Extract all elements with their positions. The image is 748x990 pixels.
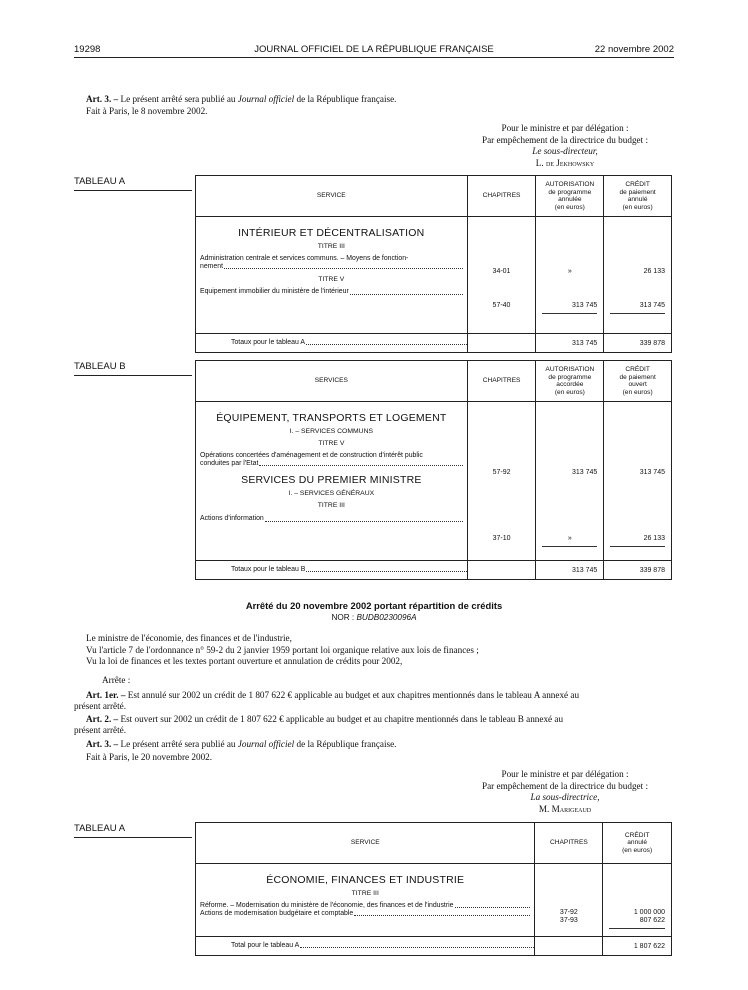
table-a2-label: TABLEAU A xyxy=(74,823,126,834)
total-row: Totaux pour le tableau A xyxy=(196,334,468,353)
titre-heading: TITRE V xyxy=(318,276,345,284)
table-row: Réforme. – Modernisation du ministère de l'économie, des finances et de l'industrie xyxy=(196,902,534,910)
table-row: Actions de modernisation budgétaire et comptable xyxy=(196,910,534,918)
auth-cell: 313 745 xyxy=(571,302,598,309)
signature-block: Pour le ministre et par délégation : Par empêchement de la directrice du budget : Le sous-directeur, L. de Jekhowsky xyxy=(455,123,675,169)
col-autorisation: AUTORISATION de programme accordée (en euros) xyxy=(536,361,604,402)
chapter-cell: 57-92 xyxy=(492,469,511,476)
art3-paragraph: Art. 3. – Le présent arrêté sera publié au Journal officiel de la République française. xyxy=(86,94,397,104)
art2-label: Art. 2. – xyxy=(86,714,119,724)
col-credit: CRÉDIT de paiement annulé (en euros) xyxy=(604,176,672,217)
credit-cell: 26 133 xyxy=(643,268,665,275)
issue-date: 22 novembre 2002 xyxy=(594,44,674,55)
credit-cell: 1 000 000 xyxy=(633,909,665,916)
credit-cell: 26 133 xyxy=(643,535,665,542)
art1-label: Art. 1er. – xyxy=(86,690,126,700)
decree-intro: Le ministre de l'économie, des finances et de l'industrie, Vu l'article 7 de l'ordonnance n° 59-2 du 2 janvier 1959 portant loi organique relative aux lois de finances ; Vu la loi de finances et les textes portant ouverture et annulation de crédits pour 2002, xyxy=(86,633,479,666)
table-a1-label: TABLEAU A xyxy=(74,176,126,187)
col-autorisation: AUTORISATION de programme annulée (en euros) xyxy=(536,176,604,217)
art3-label: Art. 3. – xyxy=(86,94,119,104)
journal-officiel-title: Journal officiel xyxy=(237,94,295,104)
ministry-heading: ÉCONOMIE, FINANCES ET INDUSTRIE xyxy=(266,874,465,886)
chapter-cell: 37-92 xyxy=(559,909,578,916)
auth-cell: » xyxy=(567,535,572,542)
signature-block: Pour le ministre et par délégation : Par empêchement de la directrice du budget : La sous-directrice, M. Marigeaud xyxy=(455,769,675,815)
table-row: Opérations concertées d'aménagement et de construction d'intérêt public xyxy=(200,452,423,459)
nor-reference: NOR : BUDB0230096A xyxy=(331,613,417,622)
auth-cell: 313 745 xyxy=(571,469,598,476)
col-chapitres: CHAPITRES xyxy=(467,361,536,402)
page-number: 19298 xyxy=(74,44,101,55)
titre-heading: TITRE III xyxy=(351,890,379,897)
done-at: Fait à Paris, le 8 novembre 2002. xyxy=(86,106,208,116)
art3-label: Art. 3. – xyxy=(86,739,119,749)
journal-title: JOURNAL OFFICIEL DE LA RÉPUBLIQUE FRANÇAISE xyxy=(254,44,494,55)
credit-cell: 313 745 xyxy=(639,469,665,476)
table-b: SERVICES CHAPITRES AUTORISATION de programme accordée (en euros) CRÉDIT de paiement ouvert (en euros) ÉQUIPEMENT, TRANSPORTS ET LOGEMENT I. – SERVICES COMMUNS TITRE V Opérations concertées d'aménagement et de construction d'intérêt public conduites par l'Etat SERVICES DU PREMIER MINISTRE I. – SERVICES GÉNÉRAUX TITRE III Actions d'information 57-92 37-10 313 745 » 313 745 26 133 Totaux pour le tableau B 313 745 339 878 xyxy=(195,360,672,580)
auth-cell: » xyxy=(567,268,572,275)
titre-heading: TITRE III xyxy=(317,243,345,250)
section-heading: I. – SERVICES COMMUNS xyxy=(289,428,374,435)
chapter-cell: 37-10 xyxy=(492,535,511,542)
credit-cell: 807 622 xyxy=(639,917,665,924)
col-credit: CRÉDIT de paiement ouvert (en euros) xyxy=(604,361,672,402)
table-a1: SERVICE CHAPITRES AUTORISATION de programme annulée (en euros) CRÉDIT de paiement annulé (en euros) INTÉRIEUR ET DÉCENTRALISATION TITRE III Administration centrale et services communs. – Moyens de fonction- nement TITRE V Equipement immobilier du ministère de l'intérieur 34-01 57-40 » 313 745 26 133 313 745 Totaux pour le tableau A 313 745 339 878 xyxy=(195,175,672,353)
col-chapitres: CHAPITRES xyxy=(535,823,603,864)
chapter-cell: 34-01 xyxy=(492,268,511,275)
col-service: SERVICE xyxy=(196,176,468,217)
col-credit: CRÉDIT annulé (en euros) xyxy=(603,823,672,864)
col-service: SERVICE xyxy=(196,823,535,864)
total-row: Total pour le tableau A xyxy=(196,937,535,956)
art1-paragraph: Art. 1er. – Est annulé sur 2002 un crédit de 1 807 622 € applicable au budget et aux chapitres mentionnés dans le tableau A annexé au xyxy=(86,690,580,700)
ministry-heading: ÉQUIPEMENT, TRANSPORTS ET LOGEMENT xyxy=(216,412,447,424)
arrete-label: Arrête : xyxy=(102,675,131,685)
signatory-name: L. de Jekhowsky xyxy=(535,157,595,168)
total-credit: 1 807 622 xyxy=(603,937,672,956)
done-at: Fait à Paris, le 20 novembre 2002. xyxy=(86,752,213,762)
total-auth: 313 745 xyxy=(536,334,604,353)
decree-title: Arrêté du 20 novembre 2002 portant répartition de crédits xyxy=(245,600,503,611)
table-row: Administration centrale et services communs. – Moyens de fonction- xyxy=(200,255,409,262)
ministry-heading: INTÉRIEUR ET DÉCENTRALISATION xyxy=(238,227,425,239)
table-a2 xyxy=(195,822,672,956)
col-chapitres: CHAPITRES xyxy=(467,176,536,217)
total-row: Totaux pour le tableau B xyxy=(196,561,468,580)
titre-heading: TITRE V xyxy=(318,440,345,447)
chapter-cell: 37-93 xyxy=(559,917,578,924)
chapter-cell: 57-40 xyxy=(492,302,511,309)
header-rule xyxy=(74,57,674,58)
journal-officiel-title: Journal officiel xyxy=(237,739,295,749)
art2-paragraph: Art. 2. – Est ouvert sur 2002 un crédit de 1 807 622 € applicable au budget et au chapitre mentionnés dans le tableau B annexé au xyxy=(86,714,564,724)
total-auth: 313 745 xyxy=(536,561,604,580)
col-services: SERVICES xyxy=(196,361,468,402)
credit-cell: 313 745 xyxy=(639,302,665,309)
titre-heading: TITRE III xyxy=(317,502,345,510)
section-heading: I. – SERVICES GÉNÉRAUX xyxy=(288,490,375,498)
total-credit: 339 878 xyxy=(604,334,672,353)
table-row: Actions d'information xyxy=(196,515,467,523)
ministry-heading: SERVICES DU PREMIER MINISTRE xyxy=(241,474,422,487)
signatory-name: M. Marigeaud xyxy=(538,803,592,814)
art3-paragraph: Art. 3. – Le présent arrêté sera publié au Journal officiel de la République française. xyxy=(86,739,397,749)
total-credit: 339 878 xyxy=(604,561,672,580)
table-b-label: TABLEAU B xyxy=(74,361,126,372)
table-row: Equipement immobilier du ministère de l'intérieur xyxy=(196,288,467,296)
